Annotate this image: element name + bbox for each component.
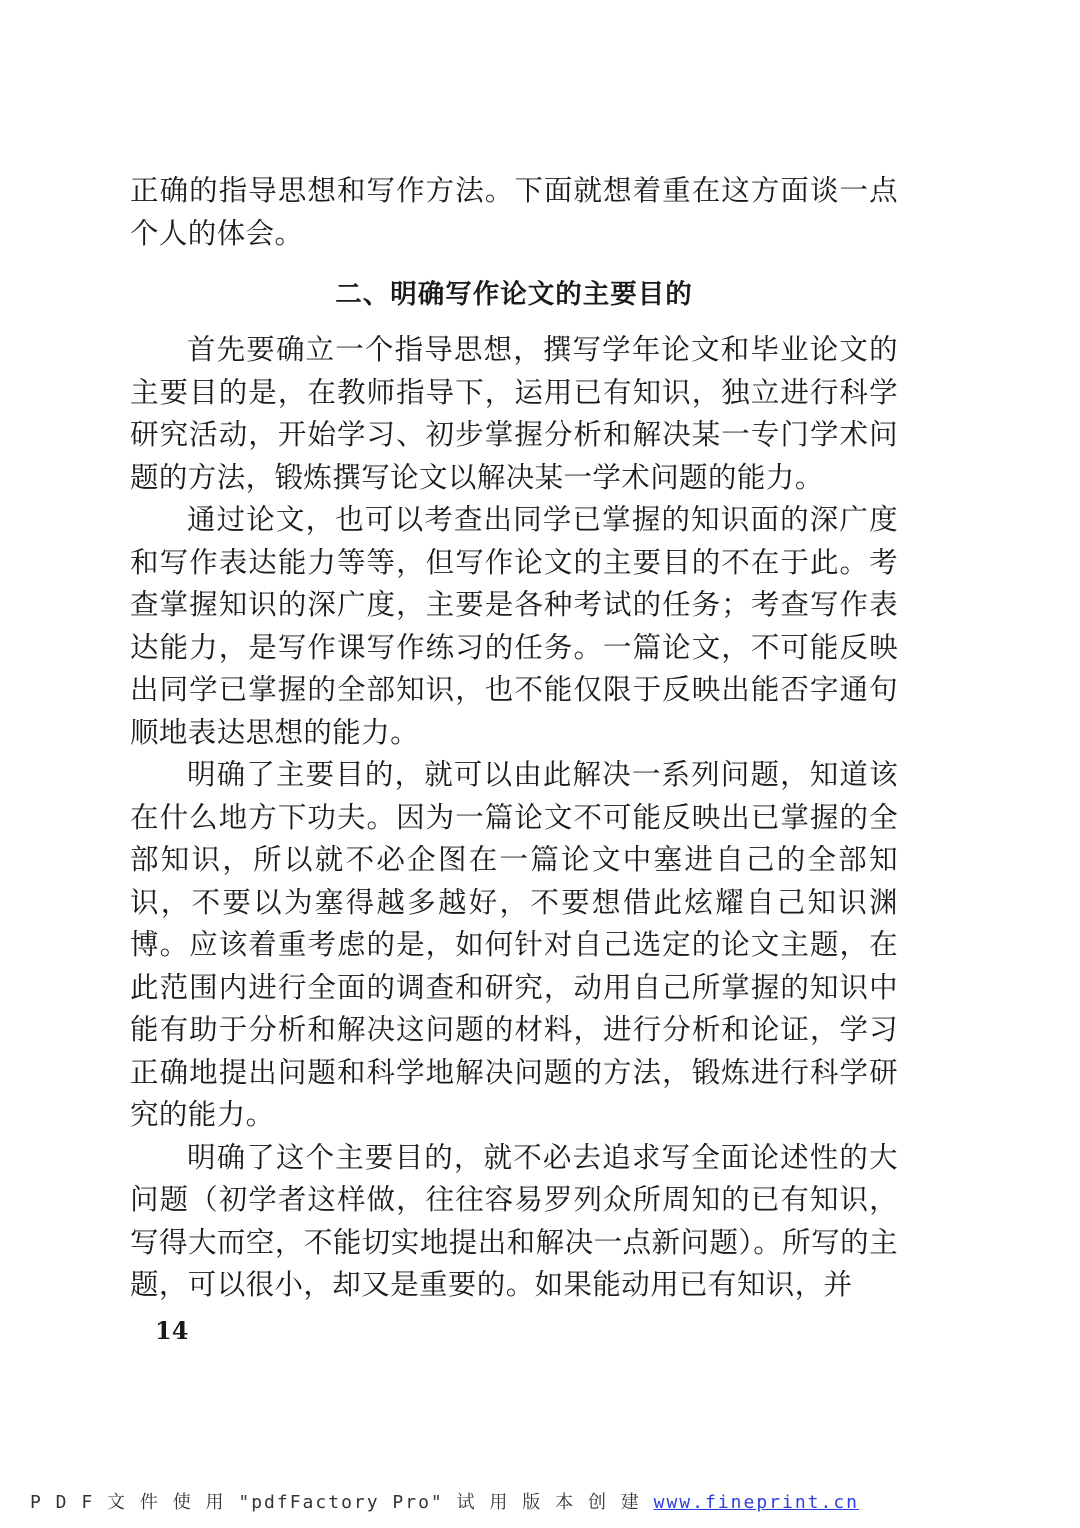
- watermark-text: P D F 文 件 使 用 "pdfFactory Pro" 试 用 版 本 创 建: [30, 1492, 654, 1513]
- paragraph-2: 通过论文，也可以考查出同学已掌握的知识面的深广度和写作表达能力等等，但写作论文的主要目的不在于此。考查掌握知识的深广度，主要是各种考试的任务；考查写作表达能力，是写作课写作练习的任务。一篇论文，不可能反映出同学已掌握的全部知识，也不能仅限于反映出能否字通句顺地表达思想的能力。: [130, 503, 898, 749]
- intro-paragraph: 正确的指导思想和写作方法。下面就想着重在这方面谈一点个人的体会。: [130, 174, 898, 250]
- page-body: [130, 170, 898, 1307]
- paragraph-1: 首先要确立一个指导思想，撰写学年论文和毕业论文的主要目的是，在教师指导下，运用已有知识，独立进行科学研究活动，开始学习、初步掌握分析和解决某一专门学术问题的方法，锻炼撰写论文以解决某一学术问题的能力。: [130, 333, 898, 494]
- paragraph-3: 明确了主要目的，就可以由此解决一系列问题，知道该在什么地方下功夫。因为一篇论文不可能反映出已掌握的全部知识，所以就不必企图在一篇论文中塞进自己的全部知识，不要以为塞得越多越好，不要想借此炫耀自己知识渊博。应该着重考虑的是，如何针对自己选定的论文主题，在此范围内进行全面的调查和研究，动用自己所掌握的知识中能有助于分析和解决这问题的材料，进行分析和论证，学习正确地提出问题和科学地解决问题的方法，锻炼进行科学研究的能力。: [130, 758, 898, 1131]
- watermark-link[interactable]: www.fineprint.cn: [653, 1492, 860, 1513]
- section-title: 二、明确写作论文的主要目的: [335, 279, 693, 310]
- footer-watermark: [30, 1488, 1050, 1514]
- page-number: 14: [155, 1316, 189, 1345]
- paragraph-4: 明确了这个主要目的，就不必去追求写全面论述性的大问题（初学者这样做，往往容易罗列众所周知的已有知识，写得大而空，不能切实地提出和解决一点新问题）。所写的主题，可以很小，却又是重要的。如果能动用已有知识，并: [130, 1140, 898, 1301]
